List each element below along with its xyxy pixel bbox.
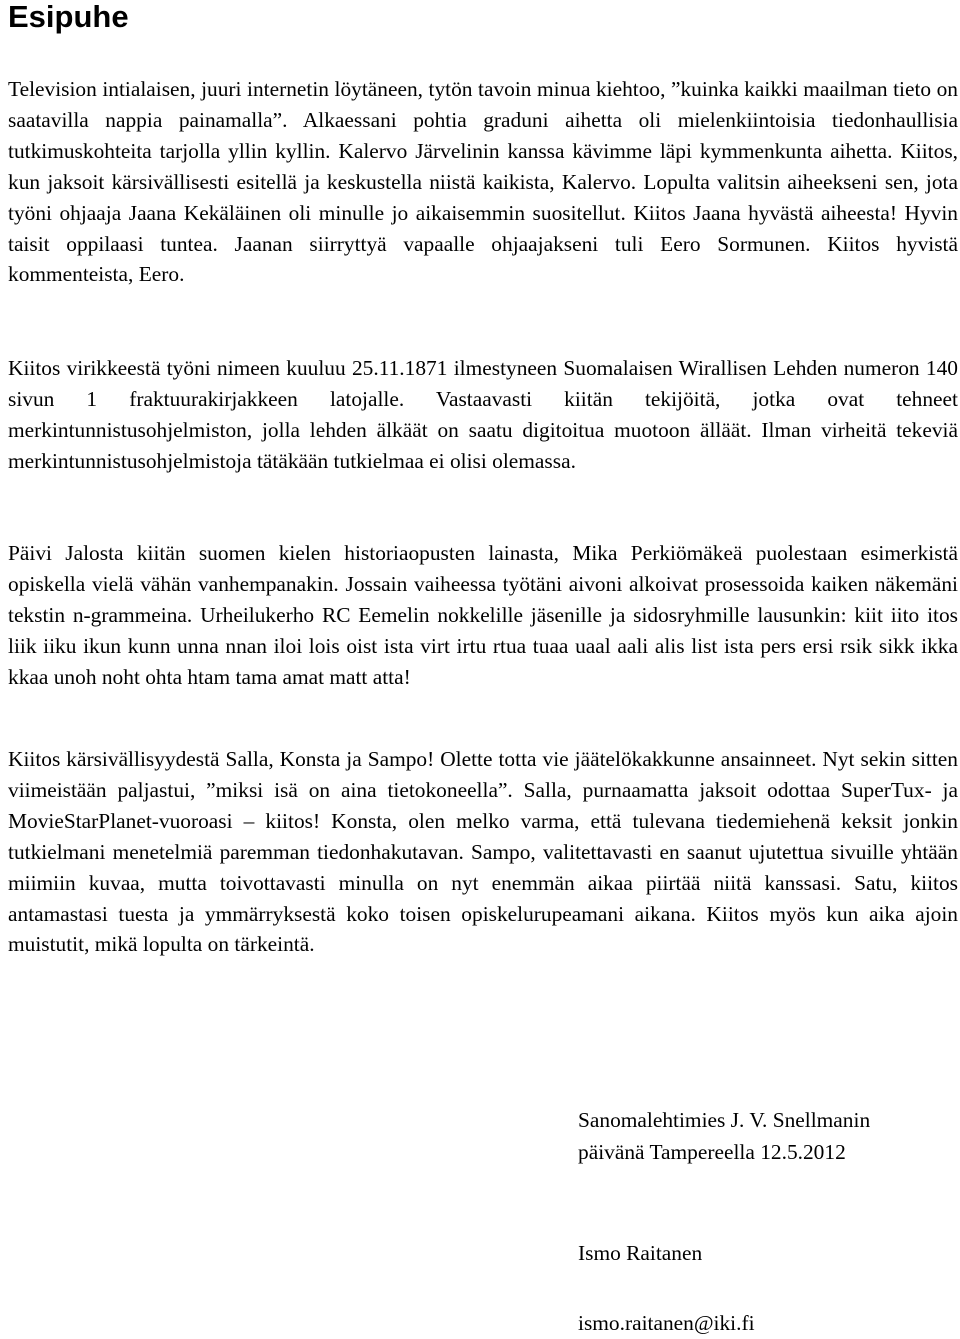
paragraph-title-inspiration: Kiitos virikkeestä työni nimeen kuuluu 25.11.1871 ilmestyneen Suomalaisen Wirallisen Lehden numeron 140 sivun 1 fraktuurakirjakkeen latojalle. Vastaavasti kiitän tekijöitä, jotka ovat tehneet merkintunnistusohjelmiston, jolla lehden älkäät on saatu digitoitua muotoon älläät. Ilman virheitä tekeviä merkintunnistusohjelmistoja tätäkään tutkielmaa ei olisi olemassa. <box>8 356 958 473</box>
page-title: Esipuhe <box>8 0 129 34</box>
paragraph-intro: Television intialaisen, juuri internetin löytäneen, tytön tavoin minua kiehtoo, ”kuinka kaikki maailman tieto on saatavilla nappia painamalla”. Alkaessani pohtia graduni aihetta oli mielenkiintoisia tiedonhaullisia tutkimuskohteita tarjolla yllin kyllin. Kalervo Järvelinin kanssa kävimme läpi kymmenkunta aihetta. Kiitos, kun jaksoit kärsivällisesti esitellä ja keskustella niistä kaikista, Kalervo. Lopulta valitsin aiheekseni sen, jota työni ohjaaja Jaana Kekäläinen oli minulle jo aikaisemmin suositellut. Kiitos Jaana hyvästä aiheesta! Hyvin taisit oppilaasi tuntea. Jaanan siirryttyä vapaalle ohjaajakseni tuli Eero Sormunen. Kiitos hyvistä kommenteista, Eero. <box>8 77 958 287</box>
author-name: Ismo Raitanen <box>578 1241 703 1265</box>
signature-date-line-2: päivänä Tampereella 12.5.2012 <box>578 1140 846 1164</box>
paragraph-family: Kiitos kärsivällisyydestä Salla, Konsta ja Sampo! Olette totta vie jäätelökakkunne ansainneet. Nyt sekin sitten viimeistään paljastui, ”miksi isä on aina tietokoneella”. Salla, purnaamatta jaksoit odottaa SuperTux- ja MovieStarPlanet-vuoroasi – kiitos! Konsta, olen melko varma, että tulevana tiedemiehenä keksit jonkin tutkielmani menetelmiä paremman tiedonhakutavan. Sampo, valitettavasti en saanut ujutettua sivuille yhtään miimiin kuvaa, mutta toivottavasti minulla on nyt enemmän aikaa piirtää niitä kanssasi. Satu, kiitos antamastasi tuesta ja ymmärryksestä koko toisen opiskelurupeamani aikana. Kiitos myös kun aika ajoin muistutit, mikä lopulta on tärkeintä. <box>8 747 958 957</box>
paragraph-colleagues: Päivi Jalosta kiitän suomen kielen historiaopusten lainasta, Mika Perkiömäkeä puolestaan esimerkistä opiskella vielä vähän vanhempanakin. Jossain vaiheessa työtäni aivoni alkoivat prosessoida kaiken näkemäni tekstin n-grammeina. Urheilukerho RC Eemelin nokkelille jäsenille ja sidosryhmille lausunkin: kiit iito itos liik iiku ikun kunn unna nnan iloi lois oist ista virt irtu rtua tuaa uaal aali alis list ista pers ersi rsik sikk ikka kkaa unoh noht ohta htam tama amat matt atta! <box>8 541 958 689</box>
signature-date-line-1: Sanomalehtimies J. V. Snellmanin <box>578 1108 871 1132</box>
author-email: ismo.raitanen@iki.fi <box>578 1311 755 1335</box>
